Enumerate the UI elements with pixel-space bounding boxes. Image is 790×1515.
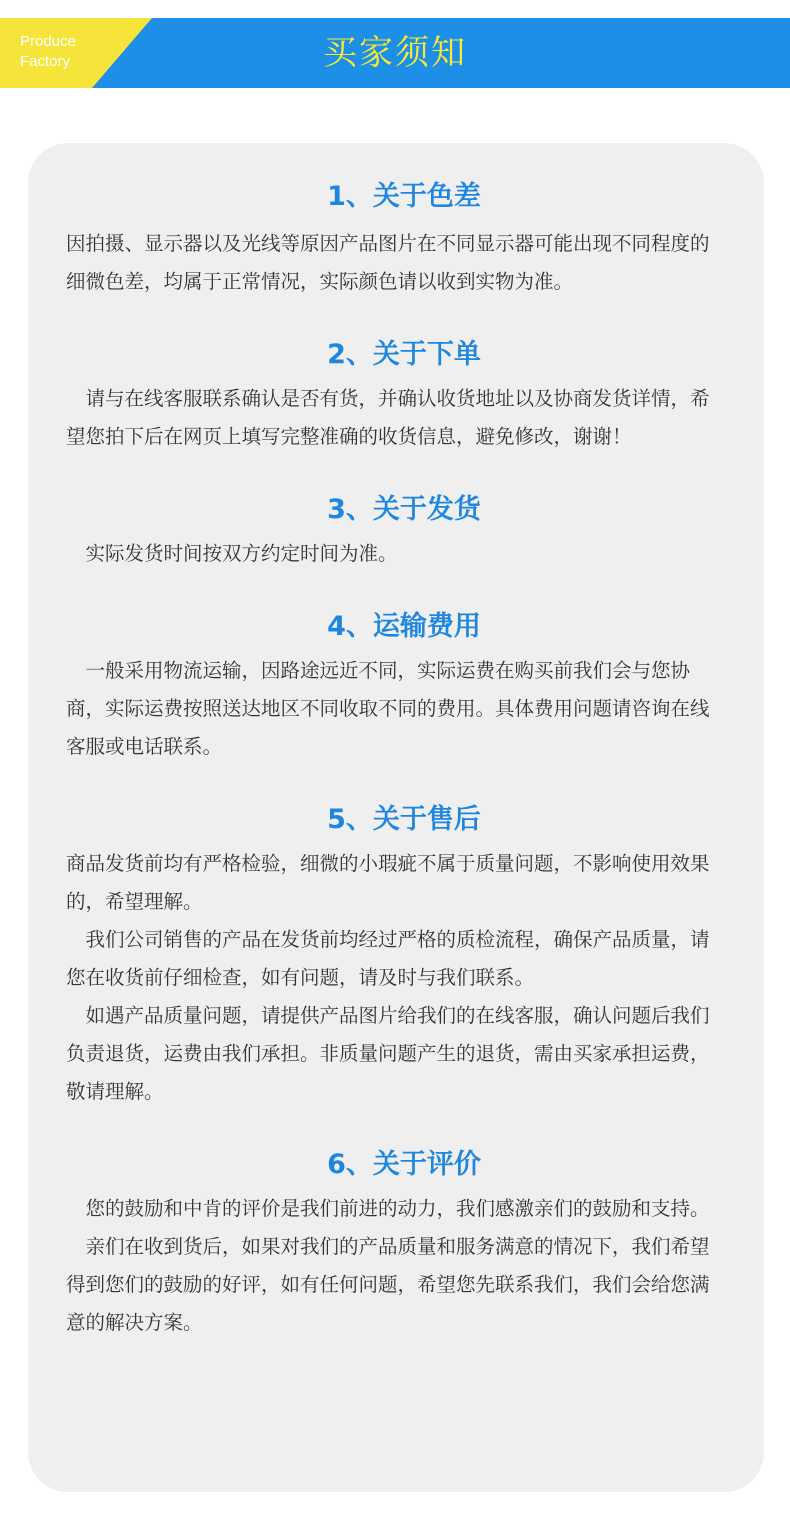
section-title: 5、关于售后 [327, 804, 481, 835]
section-color-difference [66, 172, 726, 301]
section-paragraph: 因拍摄、显示器以及光线等原因产品图片在不同显示器可能出现不同程度的细微色差，均属于正常情况，实际颜色请以收到实物为准。 [66, 232, 710, 293]
section-paragraph: 一般采用物流运输，因路途远近不同，实际运费在购买前我们会与您协商，实际运费按照送达地区不同收取不同的费用。具体费用问题请咨询在线客服或电话联系。 [66, 659, 710, 758]
section-paragraph: 亲们在收到货后，如果对我们的产品质量和服务满意的情况下，我们希望得到您们的鼓励的好评，如有任何问题，希望您先联系我们，我们会给您满意的解决方案。 [66, 1235, 710, 1334]
section-title: 4、运输费用 [327, 611, 481, 642]
section-freight-cost [66, 602, 726, 766]
section-title: 2、关于下单 [327, 339, 481, 370]
header-banner [0, 18, 790, 88]
section-paragraph: 商品发货前均有严格检验，细微的小瑕疵不属于质量问题，不影响使用效果的，希望理解。 [66, 852, 710, 913]
banner-tag-line1: Produce [20, 33, 76, 50]
section-ordering [66, 330, 726, 456]
section-shipping [66, 485, 726, 573]
section-title: 3、关于发货 [327, 494, 481, 525]
page-title: 买家须知 [323, 33, 467, 73]
banner-tag-line2: Factory [20, 53, 71, 70]
notice-content [66, 172, 726, 1342]
section-title: 1、关于色差 [327, 181, 481, 212]
section-paragraph: 您的鼓励和中肯的评价是我们前进的动力，我们感激亲们的鼓励和支持。 [66, 1197, 710, 1220]
section-after-sales [66, 795, 726, 1111]
section-reviews [66, 1140, 726, 1342]
section-paragraph: 实际发货时间按双方约定时间为准。 [66, 542, 398, 565]
section-paragraph: 请与在线客服联系确认是否有货，并确认收货地址以及协商发货详情，希望您拍下后在网页上填写完整准确的收货信息，避免修改，谢谢！ [66, 387, 710, 448]
section-paragraph: 我们公司销售的产品在发货前均经过严格的质检流程，确保产品质量，请您在收货前仔细检查，如有问题，请及时与我们联系。 [66, 928, 710, 989]
section-paragraph: 如遇产品质量问题，请提供产品图片给我们的在线客服，确认问题后我们负责退货，运费由我们承担。非质量问题产生的退货，需由买家承担运费，敬请理解。 [66, 1004, 710, 1103]
section-title: 6、关于评价 [327, 1149, 481, 1180]
